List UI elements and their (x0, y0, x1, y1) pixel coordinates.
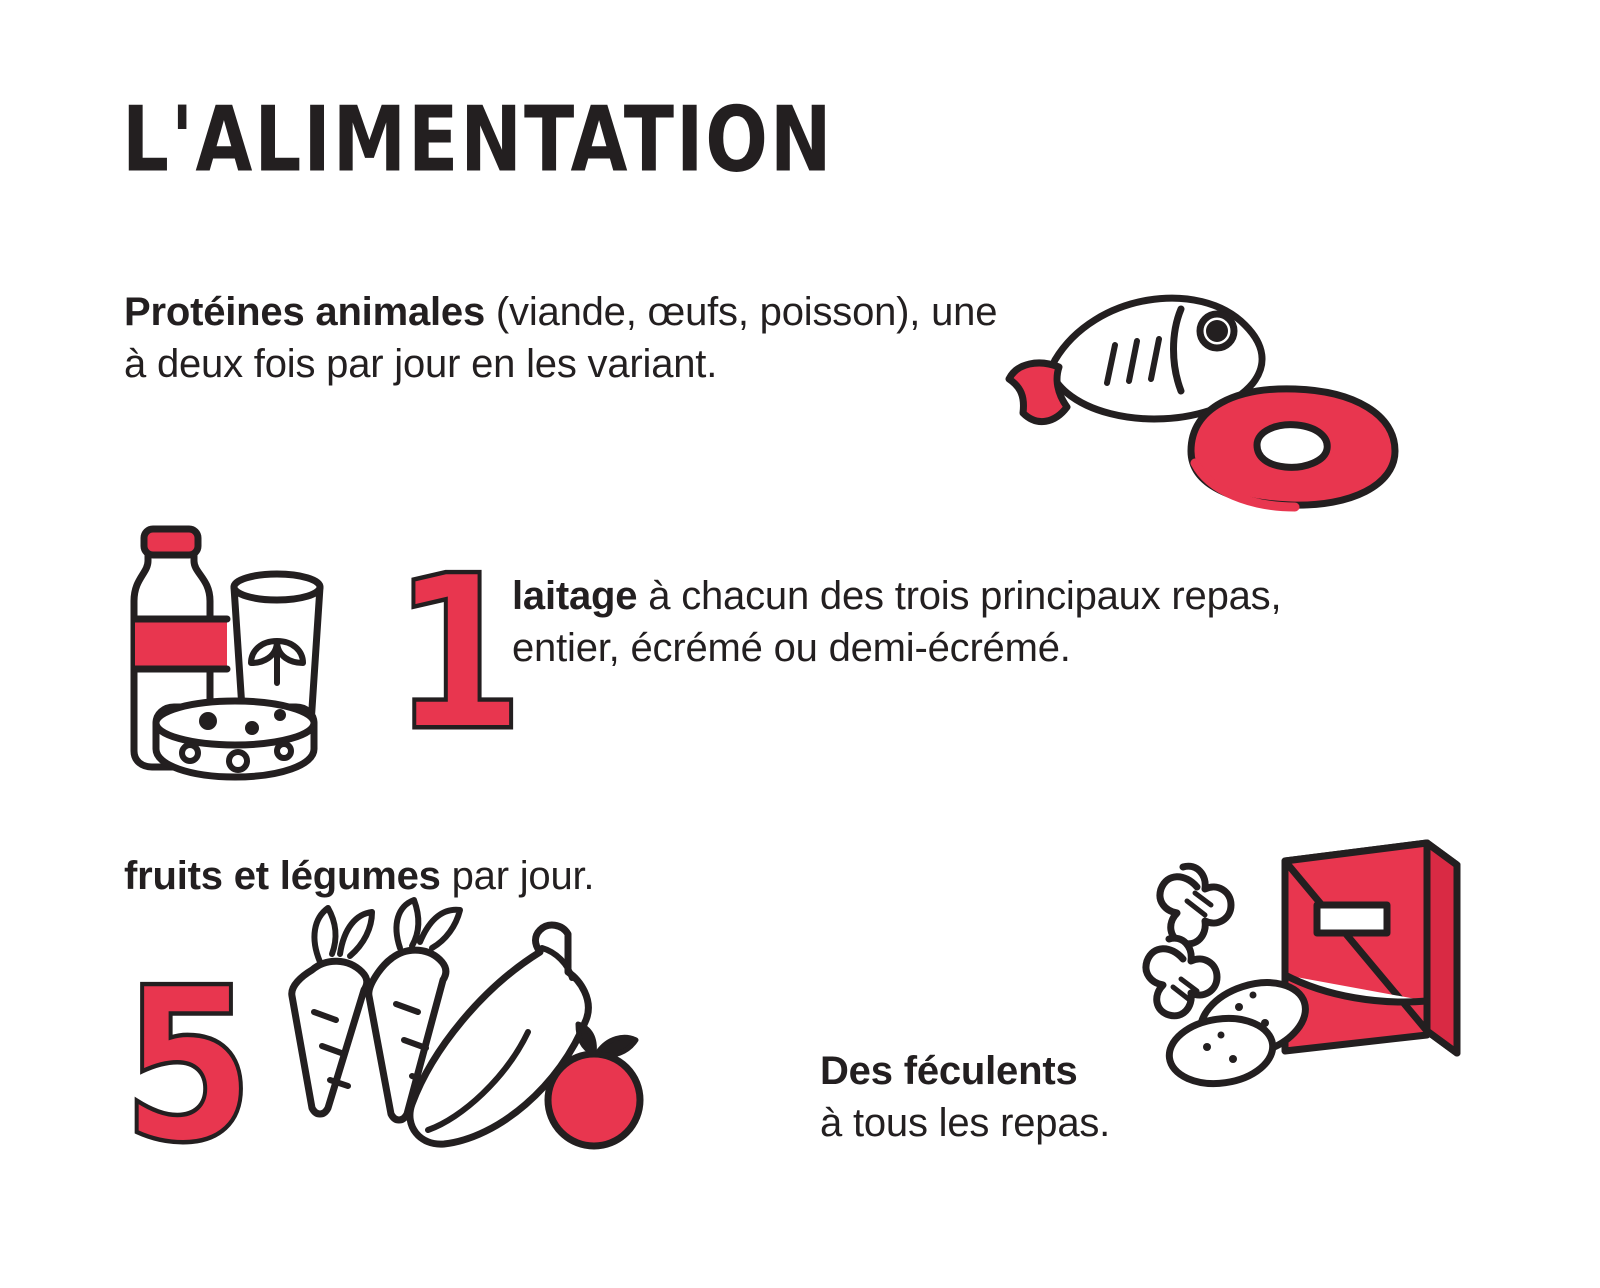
dairy-bold-label: laitage (512, 574, 638, 618)
starch-text-block (820, 1045, 1340, 1149)
fish-and-meat-illustration (995, 255, 1415, 515)
starch-line1-label: Des féculents (820, 1049, 1078, 1093)
fruits-rest-label: par jour. (440, 854, 595, 898)
fruits-text-block (124, 850, 924, 902)
proteins-rest-label: (viande, œufs, poisson), une à deux fois par jour en les variant. (124, 290, 998, 386)
proteins-text-block (124, 286, 1004, 390)
dairy-numeral: 1 (392, 530, 525, 778)
fruits-numeral: 5 (122, 942, 255, 1190)
starch-line2-label: à tous les repas. (820, 1101, 1111, 1145)
vegetables-illustration (268, 900, 668, 1160)
proteins-bold-label: Protéines animales (124, 290, 486, 334)
dairy-text-block (512, 570, 1372, 674)
fruits-bold-label: fruits et légumes (124, 854, 441, 898)
page-title: L'ALIMENTATION (122, 86, 834, 192)
dairy-rest-label: à chacun des trois principaux repas, entier, écrémé ou demi-écrémé. (512, 574, 1282, 670)
dairy-products-illustration (112, 515, 387, 785)
